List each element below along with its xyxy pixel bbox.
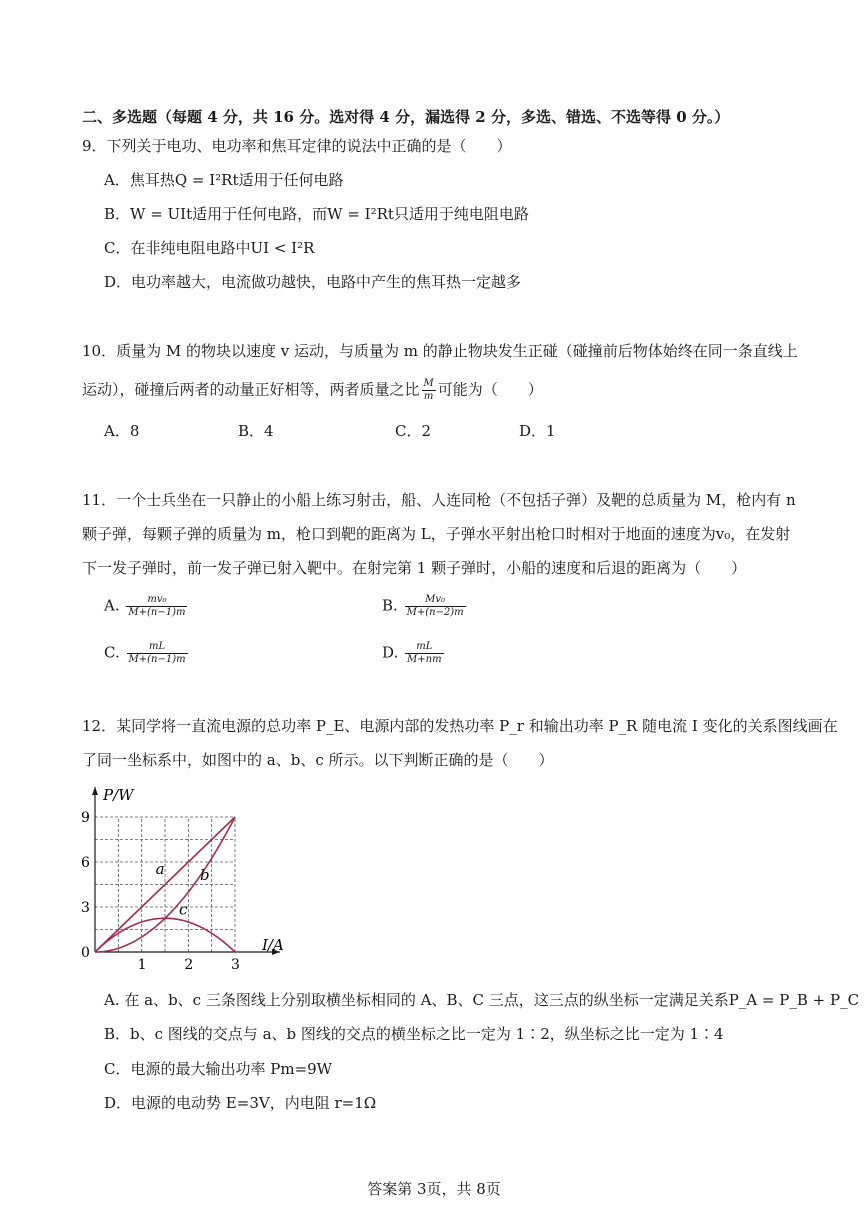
q11-option-a <box>104 594 189 619</box>
q11-option-a-den: M+(n−1)m <box>128 607 186 618</box>
q10-option-d: D．1 <box>519 422 556 440</box>
q12-option-a: A. 在 a、b、c 三条图线上分别取横坐标相同的 A、B、C 三点，这三点的纵坐标一定满足关系P_A = P_B + P_C <box>104 991 860 1009</box>
y-tick-label: 6 <box>81 855 90 871</box>
q12-option-b: B．b、c 图线的交点与 a、b 图线的交点的横坐标之比一定为 1∶2，纵坐标之比一定为 1∶4 <box>104 1025 724 1043</box>
q11-option-c <box>104 641 190 666</box>
y-tick-label: 9 <box>81 810 90 826</box>
q11-stem-line1: 11．一个士兵坐在一只静止的小船上练习射击，船、人连同枪（不包括子弹）及靶的总质量为 M，枪内有 n <box>82 491 796 509</box>
x-axis-label: I/A <box>262 936 284 954</box>
x-tick-label: 2 <box>184 957 194 973</box>
x-tick-label: 3 <box>231 957 240 973</box>
q10-option-a: A．8 <box>104 422 140 440</box>
q11-option-b-den: M+(n−2)m <box>406 607 464 618</box>
q9-stem: 9．下列关于电功、电功率和焦耳定律的说法中正确的是（ ） <box>82 137 512 155</box>
q10-ratio-num: M <box>423 378 434 389</box>
q11-option-b <box>382 594 468 619</box>
q11-stem-line2: 颗子弹，每颗子弹的质量为 m，枪口到靶的距离为 L，子弹水平射出枪口时相对于地面的速度为v₀，在发射 <box>82 525 791 543</box>
q12-option-d: D．电源的电动势 E=3V，内电阻 r=1Ω <box>104 1094 377 1112</box>
section-heading: 二、多选题（每题 4 分，共 16 分。选对得 4 分，漏选得 2 分，多选、错选、不选等得 0 分。） <box>82 108 730 126</box>
y-axis-arrow <box>92 787 98 795</box>
q11-option-d <box>382 641 446 666</box>
q9-option-b: B．W = UIt适用于任何电路，而W = I²Rt只适用于纯电阻电路 <box>104 205 529 223</box>
q10-ratio-den: m <box>423 391 434 402</box>
page-footer: 答案第 3页，共 8页 <box>367 1180 501 1198</box>
q9-option-c: C．在非纯电阻电路中UI < I²R <box>104 239 315 257</box>
q10-stem-line1: 10．质量为 M 的物块以速度 v 运动，与质量为 m 的静止物块发生正碰（碰撞前后物体始终在同一条直线上 <box>82 342 798 360</box>
q11-option-c-num: mL <box>127 641 188 654</box>
q11-option-c-den: M+(n−1)m <box>128 654 186 665</box>
q11-option-d-den: M+nm <box>407 654 442 665</box>
curve-label-b: b <box>200 866 210 884</box>
q11-option-a-label: A. <box>104 596 120 615</box>
q9-option-a: A．焦耳热Q = I²Rt适用于任何电路 <box>104 171 344 189</box>
q11-stem-line3: 下一发子弹时，前一发子弹已射入靶中。在射完第 1 颗子弹时，小船的速度和后退的距离为（ ） <box>82 559 747 577</box>
q11-option-a-num: mv₀ <box>126 594 187 607</box>
y-tick-label: 3 <box>81 900 90 916</box>
q9-option-d: D．电功率越大，电流做功越快，电路中产生的焦耳热一定越多 <box>104 273 522 291</box>
q10-option-b: B．4 <box>238 422 274 440</box>
q11-option-d-label: D. <box>382 643 399 662</box>
q10-stem-line2 <box>82 378 543 403</box>
curve-label-a: a <box>155 860 165 878</box>
q11-option-b-label: B. <box>382 596 398 615</box>
q11-option-d-num: mL <box>405 641 444 654</box>
q11-option-b-num: Mv₀ <box>405 594 466 607</box>
q12-stem-line2: 了同一坐标系中，如图中的 a、b、c 所示。以下判断正确的是（ ） <box>82 751 554 769</box>
q12-stem-line1: 12．某同学将一直流电源的总功率 P_E、电源内部的发热功率 P_r 和输出功率 P_R 随电流 I 变化的关系图线画在 <box>82 717 838 735</box>
y-axis-label: P/W <box>103 786 134 804</box>
curve-label-c: c <box>179 900 188 919</box>
x-tick-label: 1 <box>137 957 147 973</box>
origin-label: 0 <box>81 945 90 961</box>
q12-option-c: C．电源的最大输出功率 Pm=9W <box>104 1060 333 1078</box>
q10-option-c: C．2 <box>395 422 432 440</box>
q10-mass-ratio <box>422 378 436 403</box>
power-current-chart <box>70 782 300 977</box>
q10-stem-part1: 运动），碰撞后两者的动量正好相等，两者质量之比 <box>82 380 420 399</box>
q10-stem-part2: 可能为（ ） <box>437 380 543 399</box>
q11-option-c-label: C. <box>104 643 120 662</box>
